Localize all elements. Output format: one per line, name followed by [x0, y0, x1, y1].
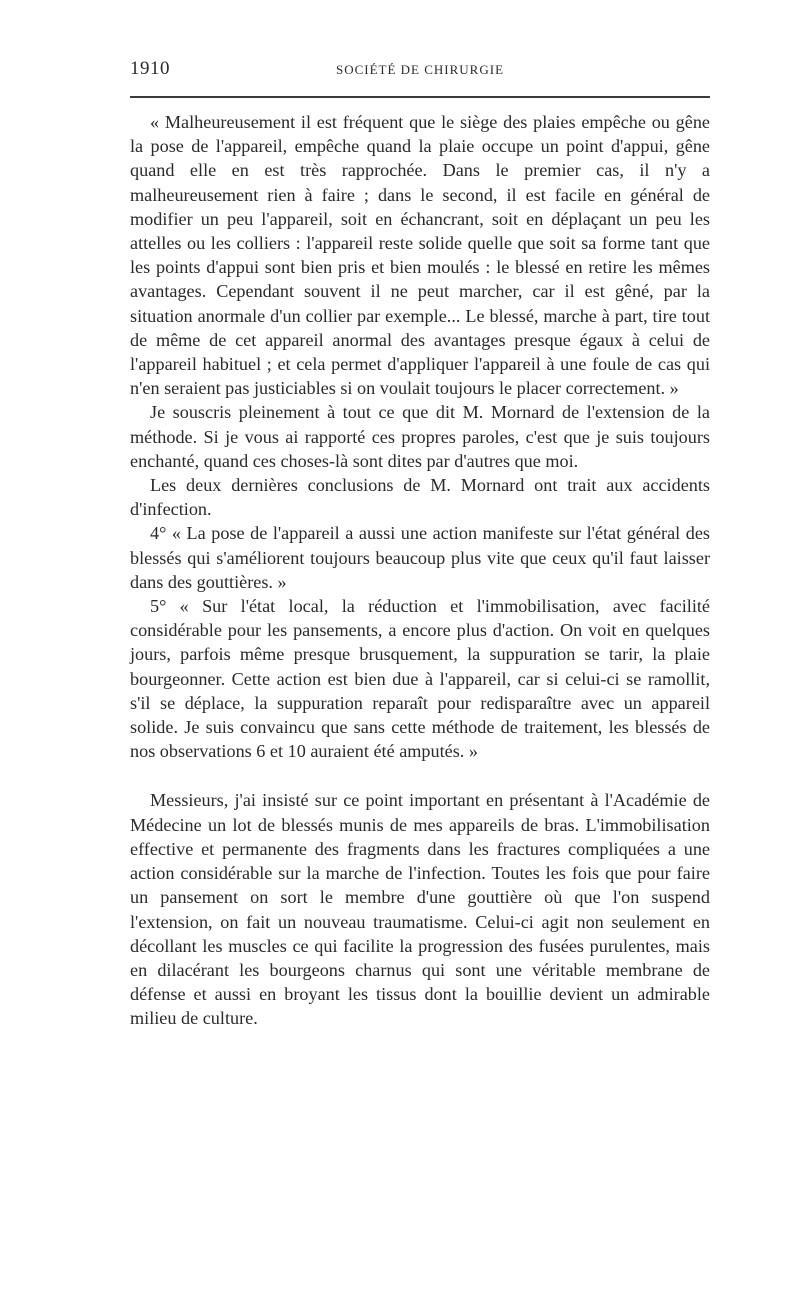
running-head: SOCIÉTÉ DE CHIRURGIE — [335, 62, 505, 77]
page-number: 1910 — [130, 58, 170, 79]
body-text — [130, 110, 710, 1031]
page-header — [130, 58, 710, 92]
paragraph-author-comment: Je souscris pleinement à tout ce que dit M. Mornard de l'extension de la méthode. Si je vous ai rapporté ces propres paroles, c'est que je suis toujours enchanté, quand ces choses-là sont dites par d'autres que moi. — [130, 402, 710, 471]
paragraph-quote-mornard: « Malheureusement il est fréquent que le siège des plaies empêche ou gêne la pose de l'appareil, empêche quand la plaie occupe un point d'appui, gêne quand elle en est très rapprochée. Dans le premier cas, il n'y a malheureusement rien à faire ; dans le second, il est facile en général de modifier un peu l'appareil, soit en échancrant, soit en déplaçant un peu les attelles ou les colliers : l'appareil reste solide quelle que soit sa forme tant que les points d'appui sont bien pris et bien moulés : le blessé en retire les mêmes avantages. Cependant souvent il ne peut marcher, car il est gêné, par la situation anormale d'un collier par exemple... Le blessé, marche à part, tire tout de même de cet appareil anormal des avantages presque égaux à celui de l'appareil habituel ; et cela permet d'appliquer l'appareil à une foule de cas qui n'en seraient pas justiciables si on voulait toujours le placer correctement. » — [130, 112, 710, 399]
paragraph-conclusions-intro: Les deux dernières conclusions de M. Mornard ont trait aux accidents d'infection. — [130, 475, 710, 520]
section-gap — [130, 763, 710, 788]
paragraph-messieurs: Messieurs, j'ai insisté sur ce point important en présentant à l'Académie de Médecine un lot de blessés munis de mes appareils de bras. L'immobilisation effective et permanente des fragments dans les fractures compliquées a une action considérable sur la marche de l'infection. Toutes les fois que pour faire un pansement on sort le membre d'une gouttière où que l'on suspend l'extension, on fait un nouveau traumatisme. Celui-ci agit non seulement en décollant les muscles ce qui facilite la progression des fusées purulentes, mais en dilacérant les bourgeons charnus qui sont une véritable membrane de défense et aussi en broyant les tissus dont la bouillie devient un admirable milieu de culture. — [130, 790, 710, 1029]
header-rule — [130, 96, 710, 98]
paragraph-conclusion-4: 4° « La pose de l'appareil a aussi une action manifeste sur l'état général des blessés qui s'améliorent toujours beaucoup plus vite que ceux qu'il faut laisser dans des gouttières. » — [130, 523, 710, 592]
paragraph-conclusion-5: 5° « Sur l'état local, la réduction et l'immobilisation, avec facilité considérable pour les pansements, a encore plus d'action. On voit en quelques jours, parfois même presque brusquement, la suppuration se tarir, la plaie bourgeonner. Cette action est bien due à l'appareil, car si celui-ci se ramollit, s'il se déplace, la suppuration reparaît pour redisparaître avec un appareil solide. Je suis convaincu que sans cette méthode de traitement, les blessés de nos observations 6 et 10 auraient été amputés. » — [130, 596, 710, 762]
